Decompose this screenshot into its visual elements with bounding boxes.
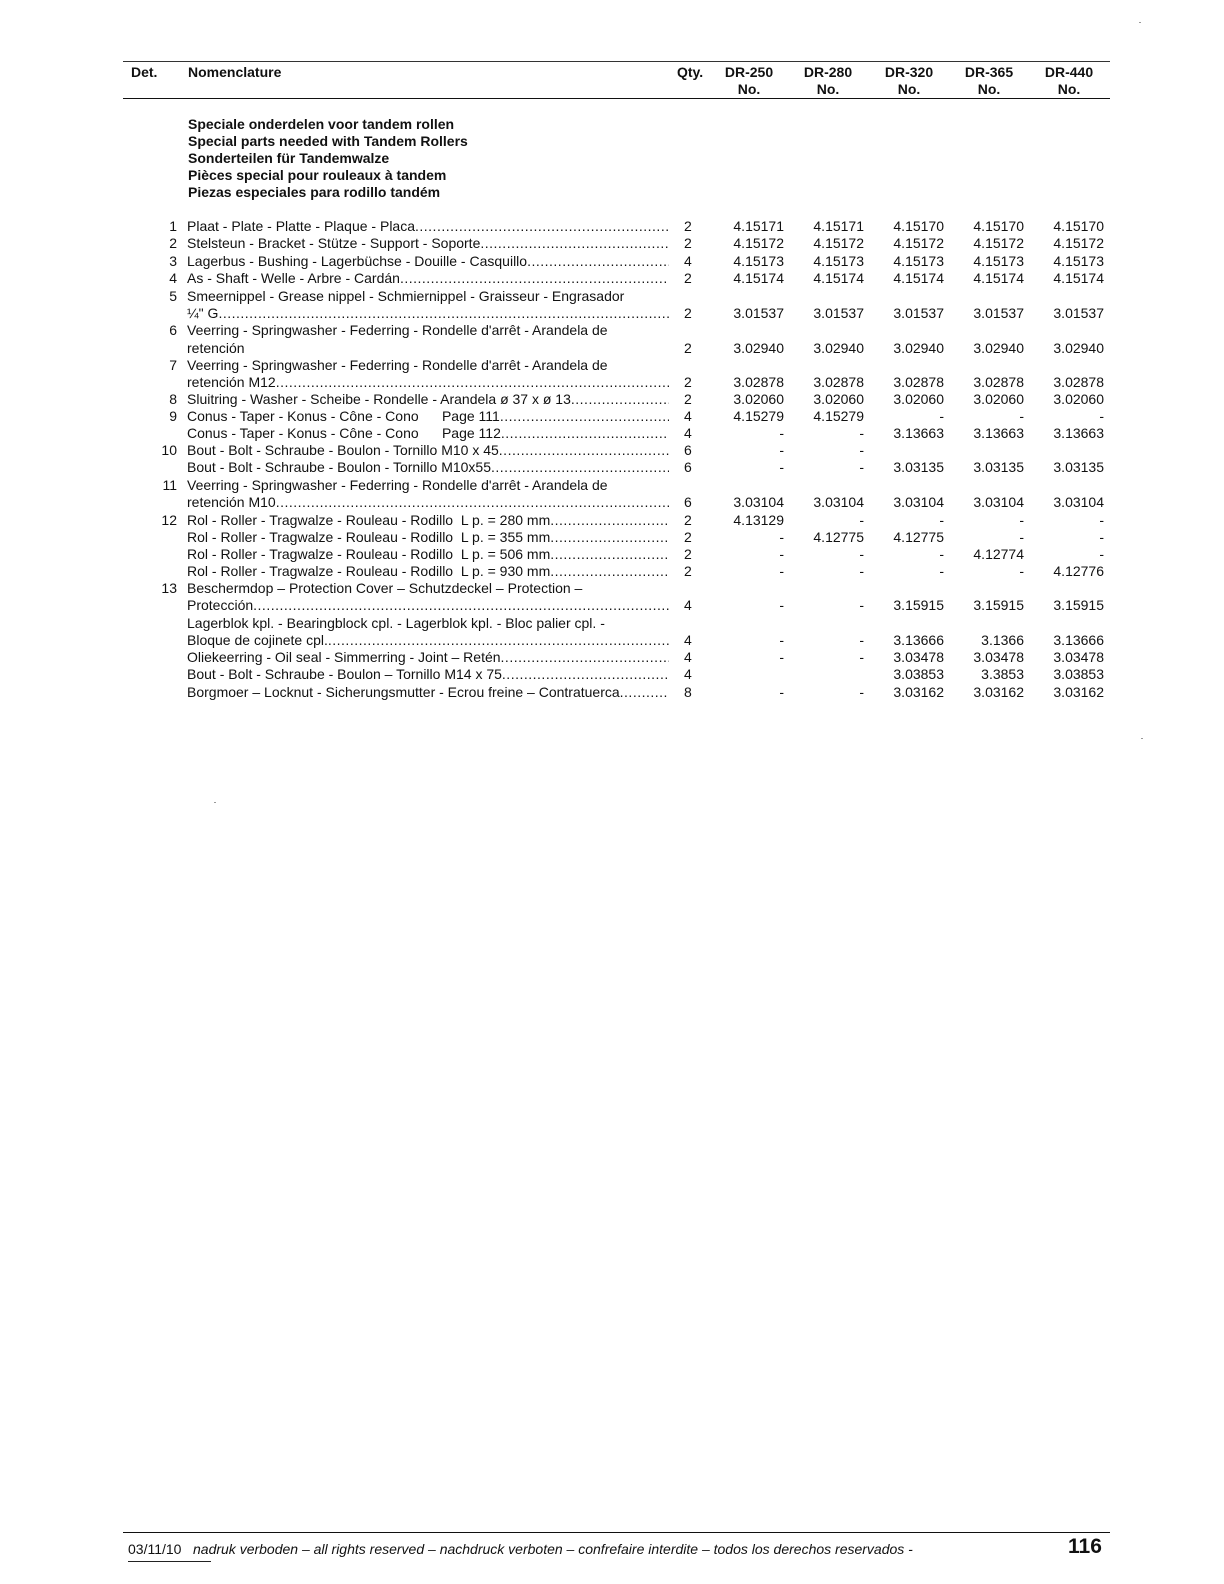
part-number-cell: 3.02060: [893, 391, 944, 407]
part-description: [187, 218, 669, 235]
part-description-text: Smeernippel - Grease nippel - Schmiernippel - Graisseur - Engrasador: [187, 288, 625, 304]
part-number-cell: -: [1019, 408, 1024, 424]
part-number-cell: -: [859, 546, 864, 562]
model-sub: No.: [977, 81, 1001, 97]
part-description-text: Beschermdop – Protection Cover – Schutzdeckel – Protection –: [187, 580, 583, 596]
part-number-cell: 3.13663: [893, 425, 944, 441]
part-description: [187, 615, 669, 632]
part-row: [0, 684, 1224, 701]
part-number-cell: -: [1099, 512, 1104, 528]
part-row: [0, 391, 1224, 408]
part-number-cell: -: [779, 425, 784, 441]
part-number-cell: -: [1019, 529, 1024, 545]
dot-leader: [415, 218, 669, 235]
part-number-cell: -: [1099, 408, 1104, 424]
dot-leader: [550, 563, 669, 580]
section-title-de: Sonderteilen für Tandemwalze: [188, 150, 390, 166]
part-description: [187, 459, 669, 476]
part-description-text: Lagerbus - Bushing - Lagerbüchse - Douille - Casquillo: [187, 253, 528, 269]
part-quantity: 8: [684, 684, 692, 700]
part-row: [0, 494, 1224, 511]
part-number-cell: 3.03104: [893, 494, 944, 510]
part-number-cell: 3.13663: [973, 425, 1024, 441]
part-number-cell: 3.02940: [733, 340, 784, 356]
part-number-cell: -: [859, 459, 864, 475]
part-number-cell: 4.15172: [813, 235, 864, 251]
part-row: [0, 270, 1224, 287]
part-row: [0, 615, 1224, 632]
part-row: [0, 512, 1224, 529]
part-number-cell: 4.12775: [813, 529, 864, 545]
part-detail-number: 12: [161, 512, 177, 528]
part-detail-number: 8: [169, 391, 177, 407]
part-row: [0, 442, 1224, 459]
part-row: [0, 425, 1224, 442]
part-description: [187, 322, 669, 339]
part-description-text: retención M10: [187, 494, 276, 510]
page-number: 116: [1068, 1535, 1102, 1558]
part-description-text: Veerring - Springwasher - Federring - Rondelle d'arrêt - Arandela de: [187, 477, 608, 493]
model-name: DR-280: [803, 64, 853, 80]
part-quantity: 4: [684, 649, 692, 665]
part-number-cell: 3.03104: [733, 494, 784, 510]
part-detail-number: 6: [169, 322, 177, 338]
part-quantity: 4: [684, 666, 692, 682]
part-description-text: Plaat - Plate - Platte - Plaque - Placa: [187, 218, 415, 234]
part-description-text: Conus - Taper - Konus - Cône - Cono Page 112: [187, 425, 501, 441]
part-number-cell: 3.02878: [733, 374, 784, 390]
part-number-cell: 4.15173: [973, 253, 1024, 269]
part-description: [187, 494, 669, 511]
part-description-text: Sluitring - Washer - Scheibe - Rondelle - Arandela ø 37 x ø 13: [187, 391, 571, 407]
part-number-cell: 3.03162: [893, 684, 944, 700]
part-number-cell: 4.15172: [893, 235, 944, 251]
header-model-dr440: [1039, 64, 1099, 98]
dot-leader: [501, 649, 669, 666]
dot-leader: [550, 546, 669, 563]
part-number-cell: -: [859, 425, 864, 441]
part-row: [0, 666, 1224, 683]
table-header: [123, 62, 1110, 98]
part-description: [187, 442, 669, 459]
header-bottom-rule: [123, 98, 1110, 99]
part-quantity: 2: [684, 235, 692, 251]
part-description: [187, 288, 669, 305]
part-number-cell: 4.15171: [733, 218, 784, 234]
part-quantity: 4: [684, 597, 692, 613]
part-quantity: 2: [684, 218, 692, 234]
model-name: DR-320: [884, 64, 934, 80]
part-number-cell: 4.15174: [893, 270, 944, 286]
part-description: [187, 477, 669, 494]
part-number-cell: 3.15915: [973, 597, 1024, 613]
part-quantity: 4: [684, 408, 692, 424]
header-model-dr365: [959, 64, 1019, 98]
part-description-text: retención: [187, 340, 245, 356]
part-row: [0, 340, 1224, 357]
part-quantity: 2: [684, 529, 692, 545]
part-number-cell: -: [1099, 529, 1104, 545]
part-number-cell: 3.03853: [1053, 666, 1104, 682]
dot-leader: [491, 459, 669, 476]
part-description: [187, 270, 669, 287]
part-number-cell: 3.02878: [813, 374, 864, 390]
part-description: [187, 597, 669, 614]
part-description-text: Protección: [187, 597, 254, 613]
dot-leader: [276, 374, 669, 391]
header-model-dr320: [879, 64, 939, 98]
part-detail-number: 3: [169, 253, 177, 269]
model-sub: No.: [897, 81, 921, 97]
part-number-cell: -: [1019, 512, 1024, 528]
part-quantity: 2: [684, 546, 692, 562]
part-number-cell: 3.13666: [893, 632, 944, 648]
part-quantity: 6: [684, 442, 692, 458]
part-number-cell: 4.15173: [1053, 253, 1104, 269]
part-description-text: Rol - Roller - Tragwalze - Rouleau - Rodillo L p. = 280 mm: [187, 512, 551, 528]
part-number-cell: 3.03162: [973, 684, 1024, 700]
part-number-cell: 3.01537: [813, 305, 864, 321]
part-description-text: Veerring - Springwasher - Federring - Rondelle d'arrêt - Arandela de: [187, 322, 608, 338]
part-number-cell: 4.15170: [973, 218, 1024, 234]
dot-leader: [550, 512, 669, 529]
header-nomenclature: Nomenclature: [188, 64, 282, 80]
part-number-cell: -: [859, 684, 864, 700]
part-detail-number: 10: [161, 442, 177, 458]
part-description: [187, 529, 669, 546]
part-number-cell: -: [779, 649, 784, 665]
part-number-cell: -: [859, 442, 864, 458]
part-number-cell: -: [779, 563, 784, 579]
dot-leader: [501, 425, 669, 442]
scan-speck: [214, 802, 216, 803]
part-description-text: Oliekeerring - Oil seal - Simmerring - Joint – Retén: [187, 649, 501, 665]
part-row: [0, 563, 1224, 580]
scan-speck: [1141, 738, 1143, 739]
model-name: DR-365: [964, 64, 1014, 80]
header-qty: Qty.: [677, 64, 704, 80]
part-number-cell: -: [779, 632, 784, 648]
part-number-cell: 3.03853: [893, 666, 944, 682]
part-description: [187, 305, 669, 322]
part-number-cell: 4.15170: [1053, 218, 1104, 234]
dot-leader: [500, 408, 669, 425]
part-number-cell: 3.02940: [813, 340, 864, 356]
part-description: [187, 666, 669, 683]
part-number-cell: -: [779, 459, 784, 475]
part-number-cell: -: [779, 529, 784, 545]
part-description-text: Borgmoer – Locknut - Sicherungsmutter - Ecrou freine – Contratuerca: [187, 684, 620, 700]
part-description-text: Veerring - Springwasher - Federring - Rondelle d'arrêt - Arandela de: [187, 357, 608, 373]
part-number-cell: -: [939, 408, 944, 424]
part-number-cell: 4.12776: [1053, 563, 1104, 579]
part-row: [0, 322, 1224, 339]
part-description: [187, 580, 669, 597]
part-description-text: Lagerblok kpl. - Bearingblock cpl. - Lagerblok kpl. - Bloc palier cpl. -: [187, 615, 605, 631]
part-number-cell: 3.03135: [1053, 459, 1104, 475]
dot-leader: [527, 253, 669, 270]
part-description: [187, 391, 669, 408]
part-number-cell: 3.3853: [981, 666, 1024, 682]
part-number-cell: 3.02060: [1053, 391, 1104, 407]
part-quantity: 4: [684, 425, 692, 441]
part-row: [0, 288, 1224, 305]
part-number-cell: 3.02878: [893, 374, 944, 390]
part-quantity: 2: [684, 563, 692, 579]
part-number-cell: 4.15279: [733, 408, 784, 424]
part-number-cell: 3.02878: [973, 374, 1024, 390]
part-number-cell: 3.13663: [1053, 425, 1104, 441]
part-row: [0, 546, 1224, 563]
part-number-cell: 3.02940: [1053, 340, 1104, 356]
part-description-text: Rol - Roller - Tragwalze - Rouleau - Rodillo L p. = 930 mm: [187, 563, 551, 579]
scan-speck: [1139, 22, 1141, 23]
part-row: [0, 374, 1224, 391]
part-description: [187, 684, 669, 701]
dot-leader: [276, 494, 669, 511]
section-title-nl: Speciale onderdelen voor tandem rollen: [188, 116, 455, 132]
dot-leader: [499, 442, 669, 459]
part-number-cell: 3.03478: [893, 649, 944, 665]
part-description: [187, 253, 669, 270]
part-number-cell: 3.03478: [973, 649, 1024, 665]
part-quantity: 4: [684, 253, 692, 269]
part-description-text: As - Shaft - Welle - Arbre - Cardán: [187, 270, 400, 286]
part-number-cell: 4.15174: [813, 270, 864, 286]
part-detail-number: 7: [169, 357, 177, 373]
footer-date: 03/11/10: [128, 1541, 182, 1557]
part-number-cell: 3.1366: [981, 632, 1024, 648]
part-quantity: 4: [684, 632, 692, 648]
part-description: [187, 357, 669, 374]
part-description-text: Rol - Roller - Tragwalze - Rouleau - Rodillo L p. = 506 mm: [187, 546, 551, 562]
dot-leader: [253, 597, 669, 614]
part-description: [187, 425, 669, 442]
part-description: [187, 512, 669, 529]
part-number-cell: 4.13129: [733, 512, 784, 528]
part-detail-number: 11: [162, 477, 177, 493]
part-detail-number: 4: [169, 270, 177, 286]
part-number-cell: 4.15170: [893, 218, 944, 234]
part-number-cell: 3.01537: [733, 305, 784, 321]
part-number-cell: 3.13666: [1053, 632, 1104, 648]
part-row: [0, 649, 1224, 666]
part-row: [0, 253, 1224, 270]
dot-leader: [571, 391, 669, 408]
part-row: [0, 632, 1224, 649]
part-detail-number: 2: [169, 235, 177, 251]
part-number-cell: 3.02060: [733, 391, 784, 407]
part-number-cell: -: [779, 684, 784, 700]
model-name: DR-440: [1044, 64, 1094, 80]
dot-leader: [550, 529, 669, 546]
part-description: [187, 374, 669, 391]
part-description: [187, 563, 669, 580]
part-quantity: 2: [684, 340, 692, 356]
footer-rights-notice: nadruk verboden – all rights reserved – nachdruck verboten – confrefaire interdite – todos los derechos reservados -: [193, 1541, 913, 1557]
part-description-text: Rol - Roller - Tragwalze - Rouleau - Rodillo L p. = 355 mm: [187, 529, 551, 545]
model-sub: No.: [816, 81, 840, 97]
part-number-cell: -: [779, 597, 784, 613]
part-number-cell: -: [939, 563, 944, 579]
part-row: [0, 580, 1224, 597]
part-number-cell: -: [859, 512, 864, 528]
part-description-text: Conus - Taper - Konus - Cône - Cono Page 111: [187, 408, 500, 424]
part-quantity: 2: [684, 270, 692, 286]
section-title-fr: Pièces special pour rouleaux à tandem: [188, 167, 447, 183]
part-number-cell: 3.15915: [893, 597, 944, 613]
part-number-cell: 3.01537: [893, 305, 944, 321]
part-number-cell: 3.03104: [813, 494, 864, 510]
part-number-cell: 4.15174: [1053, 270, 1104, 286]
part-number-cell: -: [939, 546, 944, 562]
model-sub: No.: [737, 81, 761, 97]
part-description: [187, 632, 669, 649]
part-quantity: 2: [684, 374, 692, 390]
part-quantity: 2: [684, 305, 692, 321]
part-quantity: 6: [684, 459, 692, 475]
part-description: [187, 235, 669, 252]
part-number-cell: 4.15174: [733, 270, 784, 286]
part-description: [187, 340, 669, 357]
part-number-cell: 3.02940: [973, 340, 1024, 356]
part-quantity: 2: [684, 512, 692, 528]
part-number-cell: 3.03162: [1053, 684, 1104, 700]
part-number-cell: 4.15172: [733, 235, 784, 251]
part-number-cell: 3.03478: [1053, 649, 1104, 665]
part-description-text: Stelsteun - Bracket - Stütze - Support - Soporte: [187, 235, 481, 251]
part-number-cell: -: [779, 442, 784, 458]
part-row: [0, 235, 1224, 252]
part-number-cell: 4.15173: [813, 253, 864, 269]
part-description: [187, 649, 669, 666]
part-number-cell: 4.15174: [973, 270, 1024, 286]
dot-leader: [218, 305, 669, 322]
part-number-cell: 3.03104: [973, 494, 1024, 510]
part-number-cell: 4.15172: [1053, 235, 1104, 251]
part-number-cell: -: [859, 632, 864, 648]
part-number-cell: 3.01537: [1053, 305, 1104, 321]
part-number-cell: -: [859, 649, 864, 665]
header-model-dr280: [798, 64, 858, 98]
part-number-cell: -: [859, 563, 864, 579]
part-number-cell: 4.15279: [813, 408, 864, 424]
section-title-es: Piezas especiales para rodillo tandém: [188, 184, 441, 200]
part-number-cell: -: [859, 597, 864, 613]
part-row: [0, 459, 1224, 476]
footer-rule: [123, 1532, 1110, 1533]
part-number-cell: 4.15171: [813, 218, 864, 234]
part-number-cell: -: [939, 512, 944, 528]
part-description-text: Bloque de cojinete cpl.: [187, 632, 328, 648]
part-description-text: Bout - Bolt - Schraube - Boulon – Tornillo M14 x 75: [187, 666, 502, 682]
part-description-text: Bout - Bolt - Schraube - Boulon - Tornillo M10x55: [187, 459, 492, 475]
part-description: [187, 408, 669, 425]
part-row: [0, 597, 1224, 614]
part-number-cell: 4.15173: [733, 253, 784, 269]
part-detail-number: 5: [169, 288, 177, 304]
part-number-cell: 4.15172: [973, 235, 1024, 251]
part-row: [0, 305, 1224, 322]
part-description-text: Bout - Bolt - Schraube - Boulon - Tornillo M10 x 45: [187, 442, 499, 458]
part-quantity: 2: [684, 391, 692, 407]
part-detail-number: 13: [161, 580, 177, 596]
part-number-cell: 4.12775: [893, 529, 944, 545]
section-title-en: Special parts needed with Tandem Rollers: [188, 133, 468, 149]
model-name: DR-250: [724, 64, 774, 80]
part-number-cell: 3.02878: [1053, 374, 1104, 390]
part-number-cell: 4.12774: [973, 546, 1024, 562]
part-number-cell: 3.03104: [1053, 494, 1104, 510]
part-number-cell: 3.02060: [813, 391, 864, 407]
part-number-cell: 3.03135: [973, 459, 1024, 475]
part-number-cell: 4.15173: [893, 253, 944, 269]
part-detail-number: 1: [169, 218, 177, 234]
part-row: [0, 357, 1224, 374]
part-number-cell: 3.01537: [973, 305, 1024, 321]
part-number-cell: 3.02940: [893, 340, 944, 356]
dot-leader: [480, 235, 669, 252]
dot-leader: [400, 270, 669, 287]
section-titles: [188, 116, 468, 201]
part-detail-number: 9: [169, 408, 177, 424]
part-row: [0, 477, 1224, 494]
dot-leader: [328, 632, 669, 649]
header-det: Det.: [131, 64, 158, 80]
part-row: [0, 218, 1224, 235]
part-description: [187, 546, 669, 563]
part-number-cell: 3.03135: [893, 459, 944, 475]
part-number-cell: -: [1099, 546, 1104, 562]
part-description-text: ¼" G: [187, 305, 219, 321]
dot-leader: [502, 666, 669, 683]
part-number-cell: -: [1019, 563, 1024, 579]
part-number-cell: 3.15915: [1053, 597, 1104, 613]
part-row: [0, 529, 1224, 546]
model-sub: No.: [1057, 81, 1081, 97]
dot-leader: [620, 684, 669, 701]
part-number-cell: -: [779, 546, 784, 562]
part-row: [0, 408, 1224, 425]
header-model-dr250: [719, 64, 779, 98]
part-description-text: retención M12: [187, 374, 276, 390]
part-quantity: 6: [684, 494, 692, 510]
part-number-cell: 3.02060: [973, 391, 1024, 407]
